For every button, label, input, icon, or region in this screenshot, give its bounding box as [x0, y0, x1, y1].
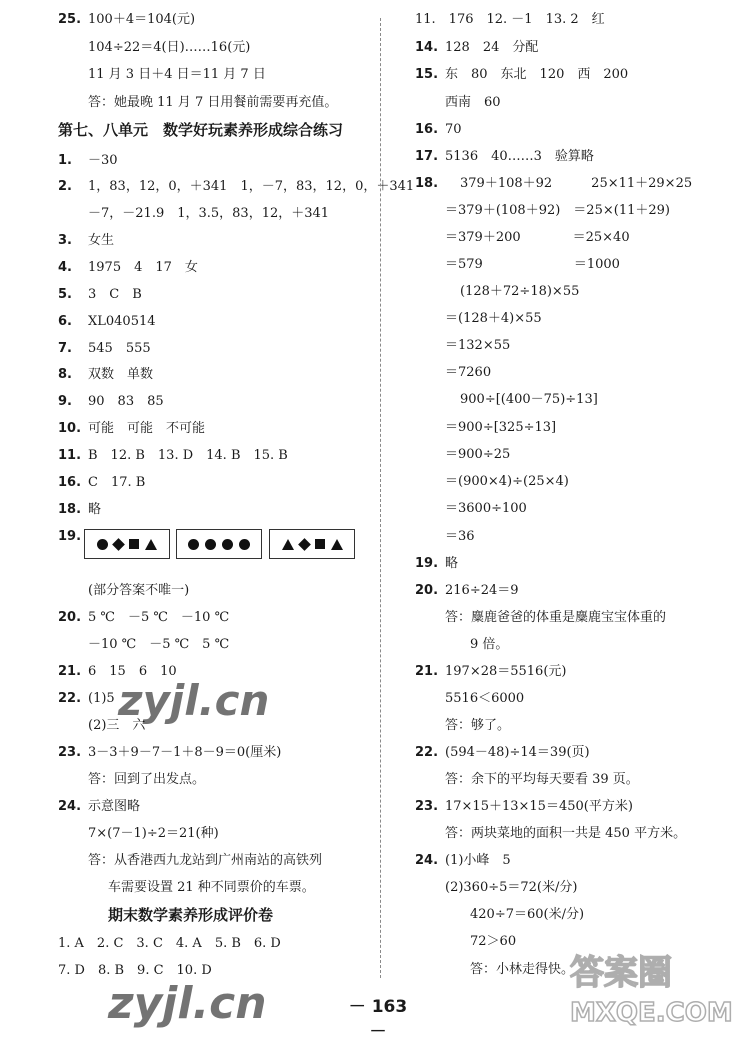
question-number: 25.: [58, 12, 82, 27]
answer-line: 车需要设置 21 种不同票价的车票。: [108, 880, 315, 895]
answer-line: 西南 60: [445, 95, 501, 110]
answer-line: 11. 176 12. －1 13. 2 红: [415, 12, 605, 27]
dot-icon: [205, 539, 216, 550]
watermark-text: zyjl.cn: [118, 676, 270, 725]
question-number: 16.: [415, 122, 439, 137]
watermark-url: MXQE.COM: [570, 998, 733, 1028]
question-number: 9.: [58, 394, 72, 409]
section-title: 期末数学素养形成评价卷: [108, 906, 274, 924]
answer-line: (128＋72÷18)×55: [460, 284, 580, 299]
answer-line: ＝(900×4)÷(25×4): [445, 474, 569, 489]
answer-line: 示意图略: [88, 799, 141, 814]
answer-line: 答：小林走得快。: [470, 962, 575, 977]
answer-line: 可能 可能 不可能: [88, 421, 206, 436]
answer-line: 11 月 3 日＋4 日＝11 月 7 日: [88, 67, 266, 82]
dot-icon: [188, 539, 199, 550]
question-number: 18.: [58, 502, 82, 517]
answer-line: 答：够了。: [445, 718, 511, 733]
answer-line: (1)5: [88, 691, 115, 706]
answer-line: 1975 4 17 女: [88, 260, 198, 275]
answer-note: (部分答案不唯一): [88, 583, 190, 598]
page-number: － 163 －: [348, 997, 408, 1042]
answer-line: 5 ℃ －5 ℃ －10 ℃: [88, 610, 230, 625]
question-number: 10.: [58, 421, 82, 436]
question-number: 24.: [58, 799, 82, 814]
question-number: 24.: [415, 853, 439, 868]
answer-line: 5516＜6000: [445, 691, 525, 706]
question-number: 20.: [58, 610, 82, 625]
question-number: 18.: [415, 176, 439, 191]
answer-line: 答：回到了出发点。: [88, 772, 206, 787]
answer-line: 答：余下的平均每天要看 39 页。: [445, 772, 639, 787]
answer-line: (1)小峰 5: [445, 853, 511, 868]
answer-line: 216÷24＝9: [445, 583, 519, 598]
answer-line: 略: [88, 502, 102, 517]
triangle-icon: [145, 539, 157, 550]
answer-line: 70: [445, 122, 462, 137]
answer-line: 3－3＋9－7－1＋8－9＝0(厘米): [88, 745, 282, 760]
dot-icon: [222, 539, 233, 550]
triangle-icon: [331, 539, 343, 550]
question-number: 14.: [415, 40, 439, 55]
question-number: 17.: [415, 149, 439, 164]
answer-line: 答：她最晚 11 月 7 日用餐前需要再充值。: [88, 95, 338, 110]
section-title: 第七、八单元 数学好玩素养形成综合练习: [58, 121, 344, 139]
dot-icon: [97, 539, 108, 550]
answer-line: C 17. B: [88, 475, 146, 490]
question-number: 16.: [58, 475, 82, 490]
answer-line: 72＞60: [470, 934, 517, 949]
question-number: 21.: [58, 664, 82, 679]
answer-line: 7×(7－1)÷2＝21(种): [88, 826, 219, 841]
answer-line: 104÷22＝4(日)……16(元): [88, 40, 251, 55]
question-number: 3.: [58, 233, 72, 248]
answer-line: ＝36: [445, 529, 475, 544]
answer-line: 1. A 2. C 3. C 4. A 5. B 6. D: [58, 936, 281, 951]
answer-line: 197×28＝5516(元): [445, 664, 567, 679]
answer-line: －7，－21.9 1，3.5，83，12，＋341: [88, 206, 330, 221]
answer-line: －30: [88, 153, 118, 168]
answer-line: 答：麋鹿爸爸的体重是麋鹿宝宝体重的: [445, 610, 667, 625]
question-number: 8.: [58, 367, 72, 382]
answer-line: ＝132×55: [445, 338, 511, 353]
answer-line: XL040514: [88, 314, 156, 329]
question-number: 2.: [58, 179, 72, 194]
answer-line: 略: [445, 556, 459, 571]
answer-line: 双数 单数: [88, 367, 154, 382]
question-number: 15.: [415, 67, 439, 82]
answer-line: 女生: [88, 233, 115, 248]
question-number: 4.: [58, 260, 72, 275]
question-number: 23.: [58, 745, 82, 760]
watermark-logo: 答案圈: [570, 953, 672, 993]
question-number: 20.: [415, 583, 439, 598]
answer-line: ＝(128＋4)×55: [445, 311, 542, 326]
answer-line: 1，83，12，0，＋341 1，－7，83，12，0，＋341: [88, 179, 415, 194]
answer-line: 90 83 85: [88, 394, 164, 409]
question-number: 19.: [58, 529, 82, 544]
answer-line: －10 ℃ －5 ℃ 5 ℃: [88, 637, 230, 652]
diamond-icon: [298, 538, 311, 551]
answer-line: 6 15 6 10: [88, 664, 177, 679]
pattern-box: [269, 529, 355, 559]
answer-line: (2)三 六: [88, 718, 146, 733]
answer-line: ＝900÷25: [445, 447, 511, 462]
answer-line: 379＋108＋92 25×11＋29×25: [460, 176, 693, 191]
right-column: [385, 0, 750, 1040]
answer-line: ＝7260: [445, 365, 492, 380]
square-icon: [315, 539, 325, 549]
answer-line: 420÷7＝60(米/分): [470, 907, 585, 922]
question-number: 22.: [58, 691, 82, 706]
answer-line: 900÷[(400－75)÷13]: [460, 392, 598, 407]
triangle-icon: [282, 539, 294, 550]
answer-line: ＝579 ＝1000: [445, 257, 620, 272]
answer-line: B 12. B 13. D 14. B 15. B: [88, 448, 288, 463]
answer-line: 答：两块菜地的面积一共是 450 平方米。: [445, 826, 687, 841]
answer-line: ＝379＋200 ＝25×40: [445, 230, 630, 245]
answer-line: ＝3600÷100: [445, 501, 527, 516]
answer-line: 128 24 分配: [445, 40, 539, 55]
question-number: 1.: [58, 153, 72, 168]
question-number: 21.: [415, 664, 439, 679]
answer-line: 答：从香港西九龙站到广州南站的高铁列: [88, 853, 323, 868]
question-number: 23.: [415, 799, 439, 814]
pattern-box: [176, 529, 262, 559]
answer-line: ＝900÷[325÷13]: [445, 420, 557, 435]
answer-line: ＝379＋(108＋92) ＝25×(11＋29): [445, 203, 670, 218]
answer-line: 545 555: [88, 341, 151, 356]
answer-line: 东 80 东北 120 西 200: [445, 67, 629, 82]
answer-line: 5136 40……3 验算略: [445, 149, 594, 164]
answer-line: 17×15＋13×15＝450(平方米): [445, 799, 633, 814]
answer-line: 7. D 8. B 9. C 10. D: [58, 963, 212, 978]
column-divider: [380, 18, 381, 978]
answer-line: 3 C B: [88, 287, 142, 302]
question-number: 11.: [58, 448, 82, 463]
answer-line: (594－48)÷14＝39(页): [445, 745, 590, 760]
diamond-icon: [112, 538, 125, 551]
question-number: 22.: [415, 745, 439, 760]
question-number: 5.: [58, 287, 72, 302]
dot-icon: [239, 539, 250, 550]
answer-line: 100＋4＝104(元): [88, 12, 196, 27]
question-number: 6.: [58, 314, 72, 329]
square-icon: [129, 539, 139, 549]
answer-line: (2)360÷5＝72(米/分): [445, 880, 578, 895]
question-number: 7.: [58, 341, 72, 356]
answer-line: 9 倍。: [470, 637, 509, 652]
pattern-box: [84, 529, 170, 559]
watermark-text: zyjl.cn: [108, 978, 267, 1029]
question-number: 19.: [415, 556, 439, 571]
